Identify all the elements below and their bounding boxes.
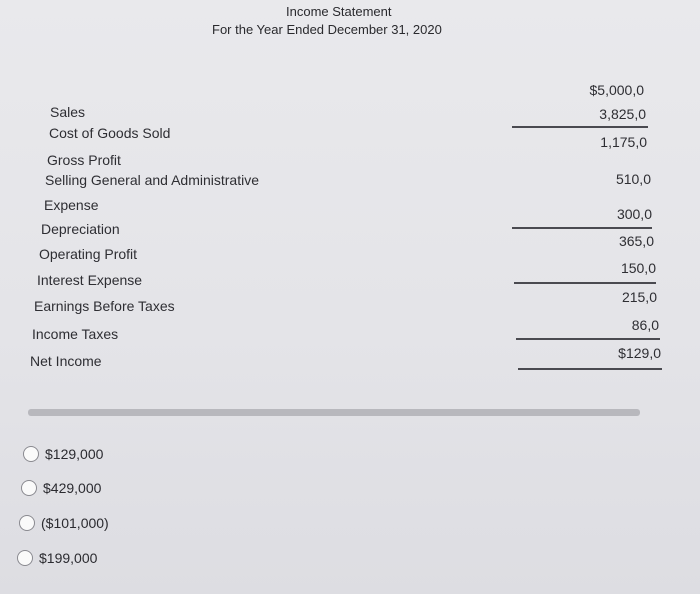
row-value-cogs: 3,825,0 bbox=[599, 106, 646, 122]
answer-option-2[interactable] bbox=[21, 480, 101, 496]
answer-option-3[interactable] bbox=[19, 515, 109, 531]
answer-option-label: $199,000 bbox=[39, 550, 98, 566]
row-label-operating-profit: Operating Profit bbox=[39, 246, 138, 262]
row-label-income-taxes: Income Taxes bbox=[32, 326, 119, 342]
row-value-net-income: $129,0 bbox=[618, 345, 661, 361]
statement-title: Income Statement bbox=[286, 4, 392, 19]
statement-subtitle: For the Year Ended December 31, 2020 bbox=[212, 22, 442, 37]
radio-button-icon[interactable] bbox=[23, 446, 39, 462]
row-value-ebt: 215,0 bbox=[621, 289, 657, 305]
answer-option-label: $129,000 bbox=[45, 446, 104, 462]
row-label-ebt: Earnings Before Taxes bbox=[34, 298, 175, 314]
row-label-sales: Sales bbox=[50, 104, 86, 120]
row-label-interest-expense: Interest Expense bbox=[37, 272, 143, 288]
answer-option-1[interactable] bbox=[23, 446, 103, 462]
total-rule bbox=[518, 368, 662, 370]
answer-option-label: $429,000 bbox=[43, 480, 102, 496]
row-value-depreciation: 300,0 bbox=[616, 206, 652, 222]
row-label-net-income: Net Income bbox=[30, 353, 102, 369]
row-label-gross-profit: Gross Profit bbox=[47, 152, 121, 168]
row-value-sga: 510,0 bbox=[615, 171, 651, 187]
subtotal-rule bbox=[512, 227, 652, 229]
subtotal-rule bbox=[512, 126, 648, 128]
answer-option-label: ($101,000) bbox=[41, 515, 109, 531]
subtotal-rule bbox=[514, 282, 656, 284]
radio-button-icon[interactable] bbox=[17, 550, 33, 566]
row-label-expense: Expense bbox=[44, 197, 99, 213]
row-value-sales: $5,000,0 bbox=[589, 82, 644, 98]
row-value-interest-expense: 150,0 bbox=[620, 260, 656, 276]
section-divider bbox=[28, 409, 640, 416]
row-value-operating-profit: 365,0 bbox=[618, 233, 654, 249]
answer-option-4[interactable] bbox=[17, 550, 97, 566]
radio-button-icon[interactable] bbox=[21, 480, 37, 496]
row-value-gross-profit: 1,175,0 bbox=[600, 134, 647, 150]
row-label-depreciation: Depreciation bbox=[41, 221, 120, 237]
row-value-income-taxes: 86,0 bbox=[631, 317, 659, 333]
row-label-sga: Selling General and Administrative bbox=[45, 172, 260, 188]
subtotal-rule bbox=[516, 338, 660, 340]
radio-button-icon[interactable] bbox=[19, 515, 35, 531]
row-label-cogs: Cost of Goods Sold bbox=[49, 125, 171, 141]
